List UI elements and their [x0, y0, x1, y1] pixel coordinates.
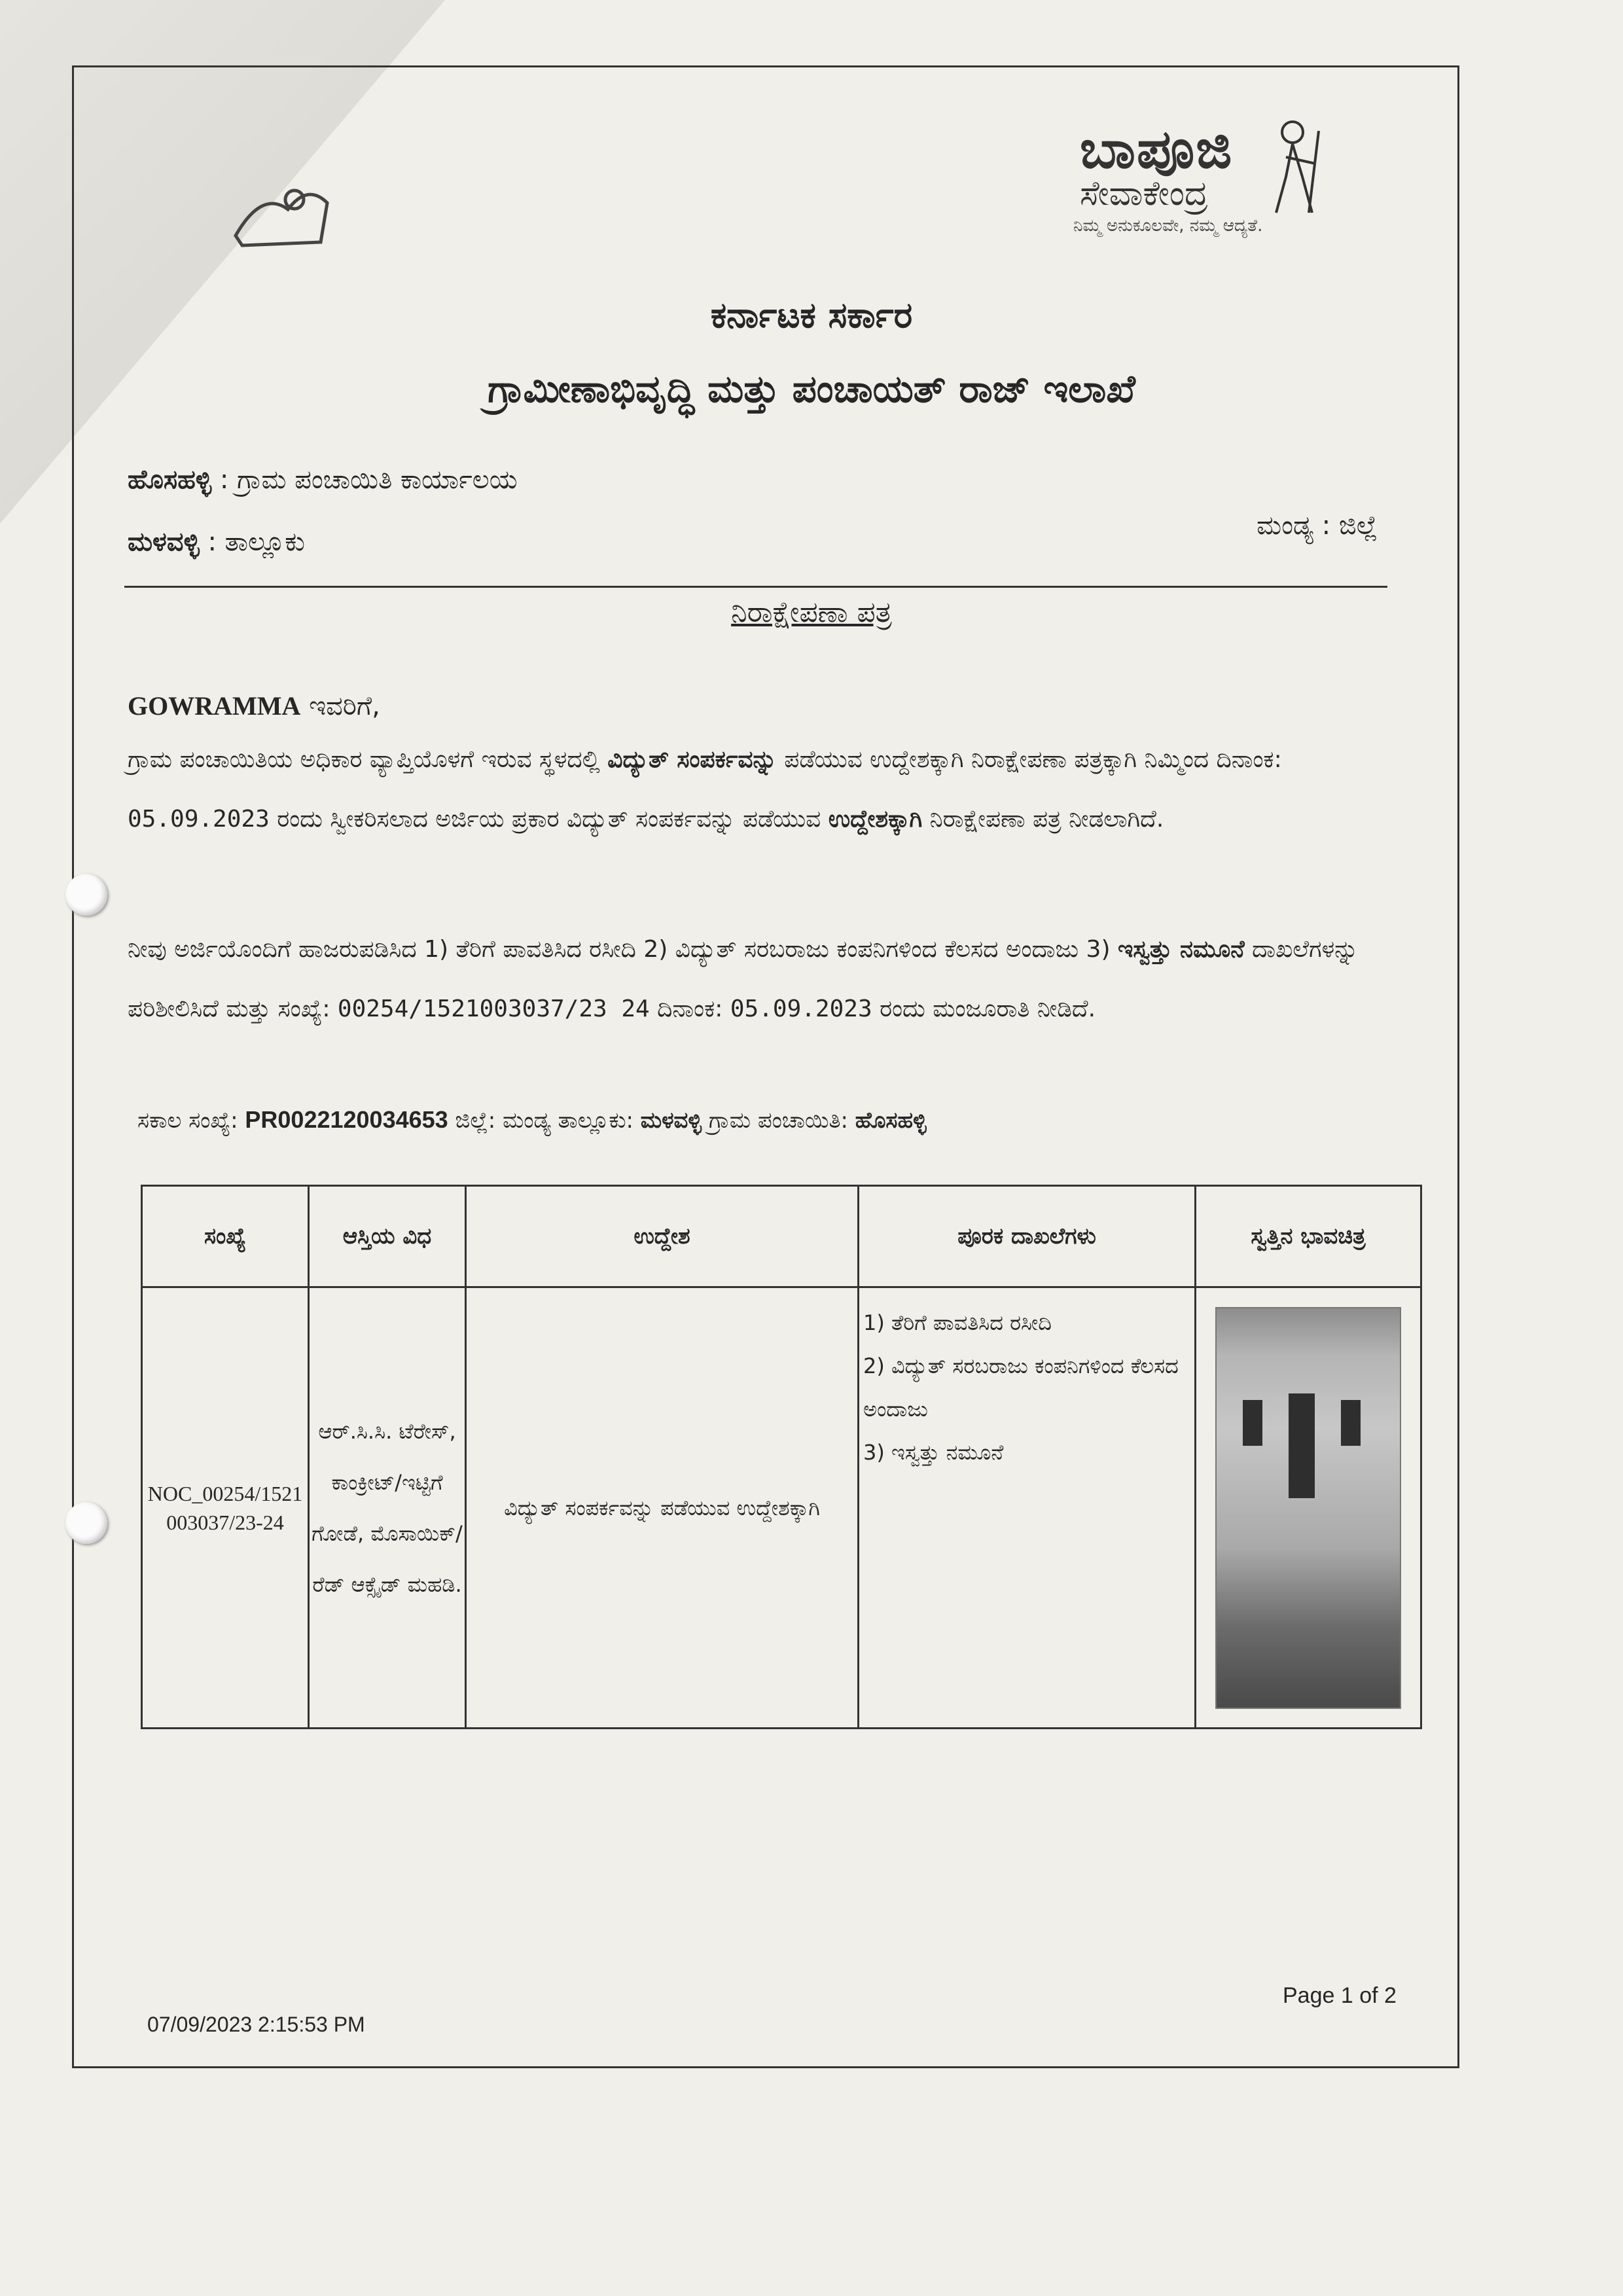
state-emblem-icon	[223, 164, 334, 249]
bapuji-seva-kendra-logo	[1060, 111, 1335, 242]
noc-details-table	[141, 1185, 1422, 1729]
property-type-cell: ಆರ್.ಸಿ.ಸಿ. ಟೆರೇಸ್, ಕಾಂಕ್ರೀಟ್/ಇಟ್ಟಿಗೆ ಗೋಡೆ, ಮೊಸಾಯಿಕ್/ರೆಡ್ ಆಕ್ಸೈಡ್ ಮಹಡಿ.	[309, 1287, 466, 1729]
district-line: ಮಂಡ್ಯ : ಜಿಲ್ಲೆ	[1257, 511, 1378, 541]
column-header: ಸ್ವತ್ತಿನ ಭಾವಚಿತ್ರ	[1196, 1186, 1421, 1287]
body-paragraph-2	[128, 920, 1384, 1039]
document-item: 3) ಇಸ್ವತ್ತು ನಮೂನೆ	[863, 1440, 1004, 1465]
logo-tagline: ನಿಮ್ಮ ಅನುಕೂಲವೇ, ನಮ್ಮ ಆದ್ಯತೆ.	[1073, 216, 1263, 236]
property-photo	[1215, 1307, 1401, 1709]
photo-window-icon	[1341, 1400, 1361, 1446]
document-subject: ನಿರಾಕ್ಷೇಪಣಾ ಪತ್ರ	[731, 596, 892, 629]
office-label: : ಗ್ರಾಮ ಪಂಚಾಯಿತಿ ಕಾರ್ಯಾಲಯ	[211, 465, 518, 495]
reference-text: ಜಿಲ್ಲೆ: ಮಂಡ್ಯ ತಾಲ್ಲೂಕು:	[448, 1107, 641, 1134]
p2-text: ದಾಖಲೆಗಳನ್ನು ಪರಿಶೀಲಿಸಿದೆ ಮತ್ತು ಸಂಖ್ಯೆ:	[128, 936, 1359, 1022]
department-title: ಗ್ರಾಮೀಣಾಭಿವೃದ್ಧಿ ಮತ್ತು ಪಂಚಾಯತ್ ರಾಜ್ ಇಲಾಖೆ	[488, 367, 1135, 411]
reference-text: ಗ್ರಾಮ ಪಂಚಾಯಿತಿ:	[702, 1107, 855, 1134]
sanction-date: 05.09.2023	[730, 996, 872, 1022]
supporting-documents-cell	[859, 1287, 1196, 1729]
body-paragraph-1	[128, 730, 1384, 849]
column-header: ಪೂರಕ ದಾಖಲೆಗಳು	[859, 1186, 1196, 1287]
logo-title: ಬಾಪೂಜಿ	[1080, 118, 1234, 181]
addressee	[128, 691, 380, 721]
header-divider	[124, 586, 1387, 588]
photo-window-icon	[1243, 1400, 1262, 1446]
taluk-label: : ತಾಲ್ಲೂಕು	[199, 527, 305, 557]
logo-subtitle: ಸೇವಾಕೇಂದ್ರ	[1080, 174, 1208, 213]
punch-hole-icon	[65, 874, 107, 916]
column-header: ಉದ್ದೇಶ	[466, 1186, 859, 1287]
punch-hole-icon	[65, 1502, 107, 1544]
column-header: ಆಸ್ತಿಯ ವಿಧ	[309, 1186, 466, 1287]
purpose-cell: ವಿದ್ಯುತ್ ಸಂಪರ್ಕವನ್ನು ಪಡೆಯುವ ಉದ್ದೇಶಕ್ಕಾಗಿ	[466, 1287, 859, 1729]
gandhi-figure-icon	[1257, 118, 1329, 216]
print-timestamp: 07/09/2023 2:15:53 PM	[147, 2013, 365, 2036]
photo-door-icon	[1289, 1393, 1315, 1498]
p2-text: ದಿನಾಂಕ:	[649, 996, 730, 1022]
sakala-number: PR0022120034653	[245, 1106, 448, 1133]
document-item: 2) ವಿದ್ಯುತ್ ಸರಬರಾಜು ಕಂಪನಿಗಳಿಂದ ಕೆಲಸದ ಅಂದಾಜು	[863, 1354, 1179, 1422]
p1-bold: ವಿದ್ಯುತ್ ಸಂಪರ್ಕವನ್ನು	[607, 746, 777, 773]
addressee-suffix: ಇವರಿಗೆ,	[300, 691, 380, 721]
p1-text: ರಂದು ಸ್ವೀಕರಿಸಲಾದ ಅರ್ಜಿಯ ಪ್ರಕಾರ ವಿದ್ಯುತ್ ಸಂಪರ್ಕವನ್ನು ಪಡೆಯುವ	[269, 806, 829, 833]
p1-text: ಪಡೆಯುವ ಉದ್ದೇಶಕ್ಕಾಗಿ ನಿರಾಕ್ಷೇಪಣಾ ಪತ್ರಕ್ಕಾಗಿ ನಿಮ್ಮಿಂದ ದಿನಾಂಕ:	[776, 746, 1282, 773]
reference-gp: ಹೊಸಹಳ್ಳಿ	[855, 1107, 927, 1134]
property-photo-cell	[1196, 1287, 1421, 1729]
application-date: 05.09.2023	[128, 806, 270, 833]
p2-text: ರಂದು ಮಂಜೂರಾತಿ ನೀಡಿದೆ.	[872, 996, 1096, 1022]
sakala-label: ಸಕಾಲ ಸಂಖ್ಯೆ:	[137, 1107, 245, 1134]
p1-text: ನಿರಾಕ್ಷೇಪಣಾ ಪತ್ರ ನೀಡಲಾಗಿದೆ.	[922, 806, 1164, 833]
p2-bold: ಇಸ್ವತ್ತು ನಮೂನೆ	[1117, 936, 1245, 963]
p1-bold: ಉದ್ದೇಶಕ್ಕಾಗಿ	[828, 806, 923, 833]
p1-text: ಗ್ರಾಮ ಪಂಚಾಯಿತಿಯ ಅಧಿಕಾರ ವ್ಯಾಪ್ತಿಯೊಳಗೆ ಇರುವ ಸ್ಥಳದಲ್ಲಿ	[128, 746, 608, 773]
reference-taluk: ಮಳವಳ್ಳಿ	[640, 1107, 702, 1134]
table-header-row	[142, 1186, 1421, 1287]
sanction-number: 00254/1521003037/23 24	[337, 996, 650, 1022]
government-title: ಕರ್ನಾಟಕ ಸರ್ಕಾರ	[710, 295, 913, 336]
document-border	[72, 65, 1459, 2068]
table-row	[142, 1287, 1421, 1729]
noc-number-cell: NOC_00254/1521003037/23-24	[142, 1287, 309, 1729]
office-line	[128, 465, 518, 495]
addressee-name: GOWRAMMA	[128, 691, 301, 721]
taluk-place: ಮಳವಳ್ಳಿ	[128, 527, 200, 557]
column-header: ಸಂಖ್ಯೆ	[142, 1186, 309, 1287]
document-item: 1) ತೆರಿಗೆ ಪಾವತಿಸಿದ ರಸೀದಿ	[863, 1310, 1052, 1335]
page-number: Page 1 of 2	[1283, 1983, 1397, 2008]
p2-text: ನೀವು ಅರ್ಜಿಯೊಂದಿಗೆ ಹಾಜರುಪಡಿಸಿದ 1) ತೆರಿಗೆ ಪಾವತಿಸಿದ ರಸೀದಿ 2) ವಿದ್ಯುತ್ ಸರಬರಾಜು ಕಂಪನಿಗಳಿಂದ ಕೆಲಸದ ಅಂದಾಜು 3)	[128, 936, 1118, 963]
taluk-line	[128, 527, 305, 557]
office-place: ಹೊಸಹಳ್ಳಿ	[128, 465, 212, 495]
sakala-reference-line	[137, 1106, 927, 1134]
